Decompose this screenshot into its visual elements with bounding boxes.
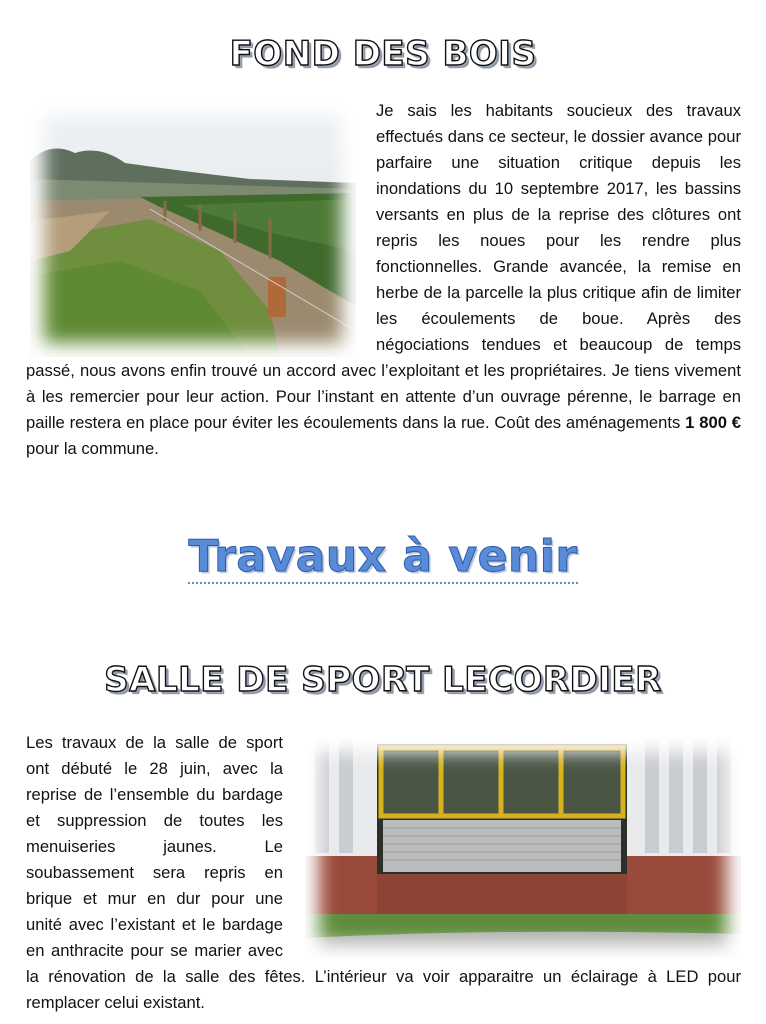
field-fence-photo <box>30 101 356 357</box>
cost-amount: 1 800 € <box>685 413 741 432</box>
fond-des-bois-text: Je sais les habitants soucieux des travaux effectués dans ce secteur, le dossier avance pour parfaire une situation critique depuis les inondations du 10 septembre 2017, les bassins versants en plus de la reprise des clôtures ont repris les noues pour les rendre plus fonctionnelles. Grande avancée, la remise en herbe de la parcelle la plus critique afin de limiter les écoulements de boue. Après des négociations tendues et beaucoup de temps passé, nous avons enfin trouvé un accord avec l’exploitant et les propriétaires. Je tiens vivement à les remercier pour leur action. Pour l’instant en attente d’un ouvrage pérenne, le barrage en paille restera en place pour éviter les écoulements dans la rue. Coût des aménagements <box>26 101 741 432</box>
salle-de-sport-paragraph <box>26 730 741 1016</box>
travaux-a-venir-label: Travaux à venir <box>188 531 578 582</box>
fond-des-bois-paragraph <box>26 98 741 462</box>
salle-de-sport-text: Les travaux de la salle de sport ont débuté le 28 juin, avec la reprise de l’ensemble du bardage et suppression de toutes les menuiseries jaunes. Le soubassement sera repris en brique et mur en dur pour une unité avec l’existant et le bardage en anthracite pour se marier avec la rénovation de la salle des fêtes. L’intérieur va voir apparaitre un éclairage à LED pour remplacer celui existant. <box>26 733 741 1012</box>
fond-des-bois-title: FOND DES BOIS <box>229 34 537 74</box>
fond-des-bois-text-end: pour la commune. <box>26 439 159 458</box>
salle-de-sport-title: SALLE DE SPORT LECORDIER <box>104 660 662 700</box>
travaux-a-venir-title <box>0 531 766 582</box>
gym-building-photo <box>305 738 741 958</box>
